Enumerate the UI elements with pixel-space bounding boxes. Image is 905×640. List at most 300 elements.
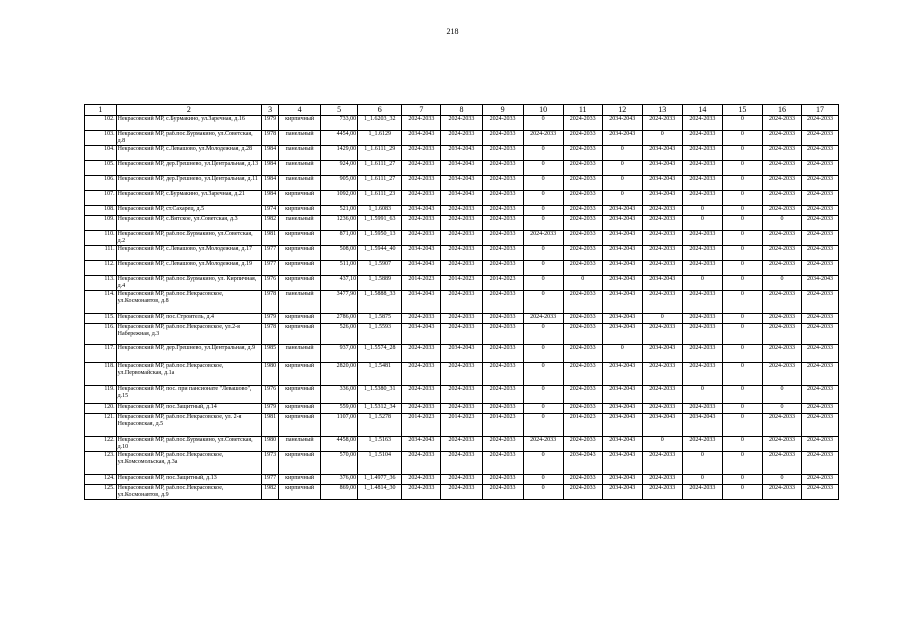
table-cell: кирпичный [279,276,321,291]
table-cell: 2024-2033 [441,131,482,146]
table-cell: 1980 [262,363,279,386]
table-cell: 0 [602,345,642,363]
table-cell: 0 [722,206,762,216]
table-cell: 2034-2043 [441,191,482,206]
table-cell: 1979 [262,314,279,324]
table-cell: 2024-2033 [762,452,801,475]
table-cell: 2024-2033 [482,437,523,452]
table-cell: 1_1.6111_27 [358,176,402,191]
table-cell: 0 [523,291,563,314]
table-cell: 2034-2043 [642,146,682,161]
table-cell: 2024-2033 [441,386,482,404]
table-cell: 0 [602,161,642,176]
table-cell: кирпичный [279,363,321,386]
table-cell: 2024-2033 [563,231,602,246]
table-cell: 2024-2033 [441,291,482,314]
table-cell: 2024-2033 [682,485,722,500]
table-cell: 2024-2033 [682,146,722,161]
row-number-cell: 102. [85,116,117,131]
table-cell: 2024-2033 [682,261,722,276]
table-row [85,363,839,386]
row-number-cell: 115. [85,314,117,324]
table-cell: 2024-2033 [682,191,722,206]
table-cell: 1981 [262,231,279,246]
table-cell: 2024-2033 [801,324,838,345]
table-cell: 2024-2033 [441,475,482,485]
table-cell: 2034-2043 [642,414,682,437]
table-cell: 2024-2033 [482,116,523,131]
table-cell: 0 [523,363,563,386]
table-cell: 0 [722,291,762,314]
column-header-13: 13 [642,105,682,116]
table-row [85,206,839,216]
table-cell: панельный [279,131,321,146]
row-number-cell: 103. [85,131,117,146]
row-number-cell: 125. [85,485,117,500]
table-cell: 437,10 [321,276,358,291]
table-cell: 2024-2033 [523,231,563,246]
table-cell: 2024-2033 [441,437,482,452]
table-cell: 2034-2043 [602,246,642,261]
row-number-cell: 109. [85,216,117,231]
table-cell: 0 [523,485,563,500]
row-number-cell: 124. [85,475,117,485]
table-cell: 2024-2033 [523,437,563,452]
table-cell: 0 [722,314,762,324]
table-cell: кирпичный [279,116,321,131]
table-cell: 1_1.5163 [358,437,402,452]
table-cell: 2024-2033 [762,116,801,131]
table-cell: 2024-2033 [563,176,602,191]
table-cell: 1_1.6083 [358,206,402,216]
table-cell: 2024-2033 [563,324,602,345]
table-cell: 0 [682,475,722,485]
table-cell: 2024-2033 [482,314,523,324]
table-cell: 0 [523,404,563,414]
table-cell: 2024-2033 [563,206,602,216]
table-cell: 2024-2033 [762,345,801,363]
table-cell: 2034-2043 [402,291,441,314]
table-cell: 2024-2033 [682,291,722,314]
table-cell: 1984 [262,191,279,206]
table-cell: кирпичный [279,191,321,206]
table-cell: 2024-2033 [402,404,441,414]
table-cell: 1_1.5889 [358,276,402,291]
table-cell: 0 [523,452,563,475]
table-cell: 0 [682,276,722,291]
table-cell: 2024-2033 [801,363,838,386]
table-cell: 1_1.5875 [358,314,402,324]
table-cell: 2024-2033 [563,363,602,386]
table-cell: 2024-2033 [642,363,682,386]
table-cell: 2024-2033 [402,485,441,500]
table-cell: 2024-2033 [441,261,482,276]
table-cell: 2024-2033 [482,291,523,314]
table-cell: 2034-2043 [402,324,441,345]
table-cell: 2024-2033 [682,231,722,246]
row-number-cell: 112. [85,261,117,276]
table-cell: 2024-2033 [563,116,602,131]
table-row [85,485,839,500]
table-cell: 2034-2043 [441,161,482,176]
table-body [85,116,839,500]
table-cell: 2034-2043 [682,414,722,437]
table-cell: 2024-2033 [642,216,682,231]
table-cell: 2024-2033 [482,345,523,363]
table-cell: 1984 [262,161,279,176]
table-cell: 2024-2033 [563,291,602,314]
table-cell: 0 [523,324,563,345]
table-cell: 1981 [262,414,279,437]
table-cell: 2024-2033 [801,291,838,314]
table-cell: 2820,00 [321,363,358,386]
table-cell: 2024-2033 [523,131,563,146]
table-cell: 1_1.5888_33 [358,291,402,314]
table-cell: 2024-2033 [762,206,801,216]
table-cell: кирпичный [279,485,321,500]
table-cell: 2034-2043 [642,345,682,363]
table-cell: 2024-2033 [642,231,682,246]
table-row [85,246,839,261]
table-row [85,231,839,246]
table-cell: 1_1.6129 [358,131,402,146]
table-cell: 2024-2033 [482,485,523,500]
table-cell: 0 [722,231,762,246]
table-cell: 2786,00 [321,314,358,324]
table-cell: 1_1.5104 [358,452,402,475]
table-cell: 3477,90 [321,291,358,314]
table-cell: 2014-2023 [402,276,441,291]
table-cell: 0 [722,452,762,475]
table-cell: 0 [523,216,563,231]
table-cell: 2024-2033 [563,146,602,161]
table-cell: 2024-2033 [801,246,838,261]
table-row [85,176,839,191]
table-cell: кирпичный [279,231,321,246]
table-cell: 1236,00 [321,216,358,231]
table-cell: 0 [563,276,602,291]
table-cell: 924,00 [321,161,358,176]
table-cell: 2034-2043 [402,131,441,146]
table-cell: 2034-2043 [602,414,642,437]
table-cell: 2014-2023 [441,276,482,291]
table-cell: 1107,00 [321,414,358,437]
table-cell: 2024-2033 [762,146,801,161]
table-cell: 0 [722,386,762,404]
table-cell: 2024-2033 [482,404,523,414]
table-cell: 2034-2043 [642,276,682,291]
table-cell: 2024-2033 [801,345,838,363]
address-cell: Некрасовский МР, раб.пос.Некрасовское, ул.Космонавтов, д.9 [116,485,262,500]
table-cell: 2024-2033 [801,116,838,131]
table-cell: 570,00 [321,452,358,475]
table-cell: 2024-2033 [682,324,722,345]
table-cell: 2024-2033 [563,404,602,414]
address-cell: Некрасовский МР, пос. при пансионате "Левашово", д.15 [116,386,262,404]
table-cell: 2024-2033 [441,246,482,261]
table-cell: 2024-2033 [563,261,602,276]
housing-schedule-table [84,104,839,500]
table-cell: 2024-2033 [402,386,441,404]
table-row [85,452,839,475]
table-cell: 1_1.4814_30 [358,485,402,500]
table-cell: 2014-2023 [441,414,482,437]
table-cell: 1_1.5944_40 [358,246,402,261]
table-cell: 2024-2033 [563,475,602,485]
table-cell: 2014-2023 [482,414,523,437]
table-cell: 0 [682,216,722,231]
table-cell: 2024-2033 [682,363,722,386]
table-cell: 1_1.5481 [358,363,402,386]
table-cell: 2024-2033 [762,291,801,314]
table-cell: 2024-2033 [563,246,602,261]
table-cell: 2024-2033 [762,363,801,386]
table-cell: 0 [523,386,563,404]
table-cell: 2024-2033 [402,363,441,386]
table-cell: 2034-2043 [441,345,482,363]
table-cell: панельный [279,437,321,452]
table-row [85,216,839,231]
table-cell: 1_1.4977_36 [358,475,402,485]
table-cell: 0 [722,246,762,261]
table-cell: кирпичный [279,206,321,216]
address-cell: Некрасовский МР, с.Левашово, ул.Молодежная, д.28 [116,146,262,161]
table-cell: 1_1.6111_29 [358,146,402,161]
table-cell: 0 [762,276,801,291]
table-cell: 0 [523,161,563,176]
table-row [85,291,839,314]
table-cell: 2034-2043 [602,206,642,216]
row-number-cell: 107. [85,191,117,206]
table-cell: 4454,00 [321,131,358,146]
column-header-14: 14 [682,105,722,116]
table-cell: 0 [722,363,762,386]
table-cell: 2024-2033 [482,146,523,161]
table-cell: 2024-2033 [402,116,441,131]
address-cell: Некрасовский МР, раб.пос.Некрасовское, ул.Космонавтов, д.8 [116,291,262,314]
table-cell: 2034-2043 [602,452,642,475]
table-cell: 2024-2033 [563,161,602,176]
table-cell: 2024-2033 [801,206,838,216]
table-cell: 2024-2033 [402,314,441,324]
table-cell: 2024-2033 [801,452,838,475]
address-cell: Некрасовский МР, раб.пос.Бурмакино, ул.Советская, д.8 [116,131,262,146]
table-row [85,276,839,291]
address-cell: Некрасовский МР, раб.пос.Некрасовское, ул.2-я Набережная, д.3 [116,324,262,345]
table-row [85,191,839,206]
address-cell: Некрасовский МР, с.Левашово, ул.Молодежная, д.17 [116,246,262,261]
table-cell: панельный [279,216,321,231]
table-cell: 2034-2043 [602,291,642,314]
table-cell: 2024-2033 [563,345,602,363]
table-cell: 2024-2033 [801,146,838,161]
table-cell: 1982 [262,485,279,500]
address-cell: Некрасовский МР, пос.Защитный, д.14 [116,404,262,414]
table-cell: 2024-2033 [482,216,523,231]
table-cell: 2024-2033 [682,161,722,176]
table-cell: 2024-2033 [801,475,838,485]
column-header-5: 5 [321,105,358,116]
table-cell: 0 [642,437,682,452]
table-cell: 0 [642,314,682,324]
table-cell: 0 [523,475,563,485]
table-cell: 0 [762,386,801,404]
address-cell: Некрасовский МР, с.Бурмакино, ул.Заречная, д.21 [116,191,262,206]
table-cell: 2034-2043 [563,452,602,475]
column-header-7: 7 [402,105,441,116]
row-number-cell: 122. [85,437,117,452]
table-cell: 0 [523,206,563,216]
table-cell: 2024-2033 [482,386,523,404]
table-cell: 1_1.6203_32 [358,116,402,131]
table-cell: 2034-2043 [602,276,642,291]
table-cell: кирпичный [279,324,321,345]
table-cell: панельный [279,176,321,191]
table-cell: кирпичный [279,414,321,437]
table-cell: 2024-2033 [441,452,482,475]
table-cell: панельный [279,291,321,314]
table-cell: 2024-2033 [801,231,838,246]
table-cell: 2034-2043 [602,314,642,324]
table-cell: 336,00 [321,386,358,404]
table-cell: 526,00 [321,324,358,345]
table-cell: 2014-2023 [402,414,441,437]
table-cell: кирпичный [279,452,321,475]
table-cell: 2024-2033 [482,452,523,475]
table-cell: 2024-2033 [801,216,838,231]
table-cell: 1_1.5380_31 [358,386,402,404]
row-number-cell: 123. [85,452,117,475]
table-cell: 0 [722,475,762,485]
table-cell: 2014-2023 [482,276,523,291]
table-cell: 2024-2033 [441,216,482,231]
table-row [85,161,839,176]
table-cell: 2034-2043 [602,324,642,345]
address-cell: Некрасовский МР, дер.Грешнево, ул.Центральная, д.9 [116,345,262,363]
table-cell: 2034-2043 [602,485,642,500]
table-cell: 2024-2033 [482,191,523,206]
table-cell: 1_1.5574_28 [358,345,402,363]
row-number-cell: 108. [85,206,117,216]
table-cell: 2024-2033 [402,146,441,161]
table-cell: 2014-2023 [563,414,602,437]
table-cell: 2024-2033 [482,231,523,246]
table-cell: 0 [722,191,762,206]
table-cell: 2024-2033 [762,485,801,500]
table-cell: 2024-2033 [642,206,682,216]
table-cell: 2024-2033 [682,404,722,414]
table-row [85,414,839,437]
row-number-cell: 111. [85,246,117,261]
table-cell: 2024-2033 [441,404,482,414]
address-cell: Некрасовский МР, раб.пос.Некрасовское, ул.Комсомольская, д.3а [116,452,262,475]
table-cell: 0 [722,404,762,414]
table-cell: 1_1.6111_27 [358,161,402,176]
table-cell: 0 [722,161,762,176]
address-cell: Некрасовский МР, пос.Защитный, д.13 [116,475,262,485]
page-number: 218 [446,27,459,36]
table-cell: 2024-2033 [402,475,441,485]
table-cell: 2024-2033 [801,437,838,452]
table-cell: 2024-2033 [642,475,682,485]
table-cell: 0 [602,176,642,191]
table-cell: 2034-2043 [441,146,482,161]
table-cell: 2034-2043 [642,176,682,191]
table-cell: 0 [722,324,762,345]
table-cell: 2034-2043 [602,386,642,404]
address-cell: Некрасовский МР, с.Левашово, ул.Молодежная, д.19 [116,261,262,276]
table-cell: 2034-2043 [602,116,642,131]
address-cell: Некрасовский МР, раб.пос.Бурмакино, ул. Кирпичная, д.4 [116,276,262,291]
table-cell: 508,00 [321,246,358,261]
table-cell: 2024-2033 [801,404,838,414]
row-number-cell: 110. [85,231,117,246]
table-cell: 0 [523,116,563,131]
table-cell: 2024-2033 [642,485,682,500]
table-cell: 2024-2033 [801,386,838,404]
table-cell: 2024-2033 [441,206,482,216]
table-cell: 1978 [262,131,279,146]
table-cell: 2024-2033 [682,246,722,261]
column-header-4: 4 [279,105,321,116]
table-cell: 2024-2033 [801,191,838,206]
table-cell: 2024-2033 [682,131,722,146]
table-cell: 2034-2043 [801,276,838,291]
table-cell: 0 [523,414,563,437]
table-cell: 2024-2033 [682,345,722,363]
table-cell: 2024-2033 [801,261,838,276]
table-cell: 2024-2033 [762,191,801,206]
table-cell: 0 [722,414,762,437]
table-cell: 2024-2033 [563,131,602,146]
table-cell: 0 [722,131,762,146]
table-row [85,345,839,363]
table-cell: 1977 [262,475,279,485]
table-cell: 0 [722,485,762,500]
column-header-3: 3 [262,105,279,116]
table-cell: кирпичный [279,404,321,414]
table-cell: 2024-2033 [642,291,682,314]
table-cell: 2034-2043 [602,231,642,246]
table-cell: 2024-2033 [563,437,602,452]
table-cell: 0 [722,437,762,452]
table-cell: 1973 [262,452,279,475]
table-cell: 0 [523,246,563,261]
table-cell: панельный [279,345,321,363]
table-cell: 0 [762,404,801,414]
table-cell: 2024-2033 [402,231,441,246]
table-row [85,261,839,276]
table-cell: 1_1.5278 [358,414,402,437]
table-row [85,475,839,485]
table-cell: 1_1.5593 [358,324,402,345]
address-cell: Некрасовский МР, дер.Грешнево, ул.Центральная, д.13 [116,161,262,176]
address-cell: Некрасовский МР, раб.пос.Некрасовское, ул. 2-я Некрасовская, д.5 [116,414,262,437]
table-cell: 2024-2033 [402,161,441,176]
column-header-17: 17 [801,105,838,116]
table-cell: 2024-2033 [642,324,682,345]
table-cell: 2024-2033 [801,314,838,324]
table-cell: 2034-2043 [602,404,642,414]
table-cell: 2024-2033 [682,437,722,452]
table-cell: 2024-2033 [482,363,523,386]
table-cell: 2024-2033 [563,485,602,500]
table-cell: 2034-2043 [602,437,642,452]
address-cell: Некрасовский МР, пос.Строитель, д.4 [116,314,262,324]
row-number-cell: 116. [85,324,117,345]
table-cell: 2034-2043 [441,176,482,191]
table-row [85,386,839,404]
